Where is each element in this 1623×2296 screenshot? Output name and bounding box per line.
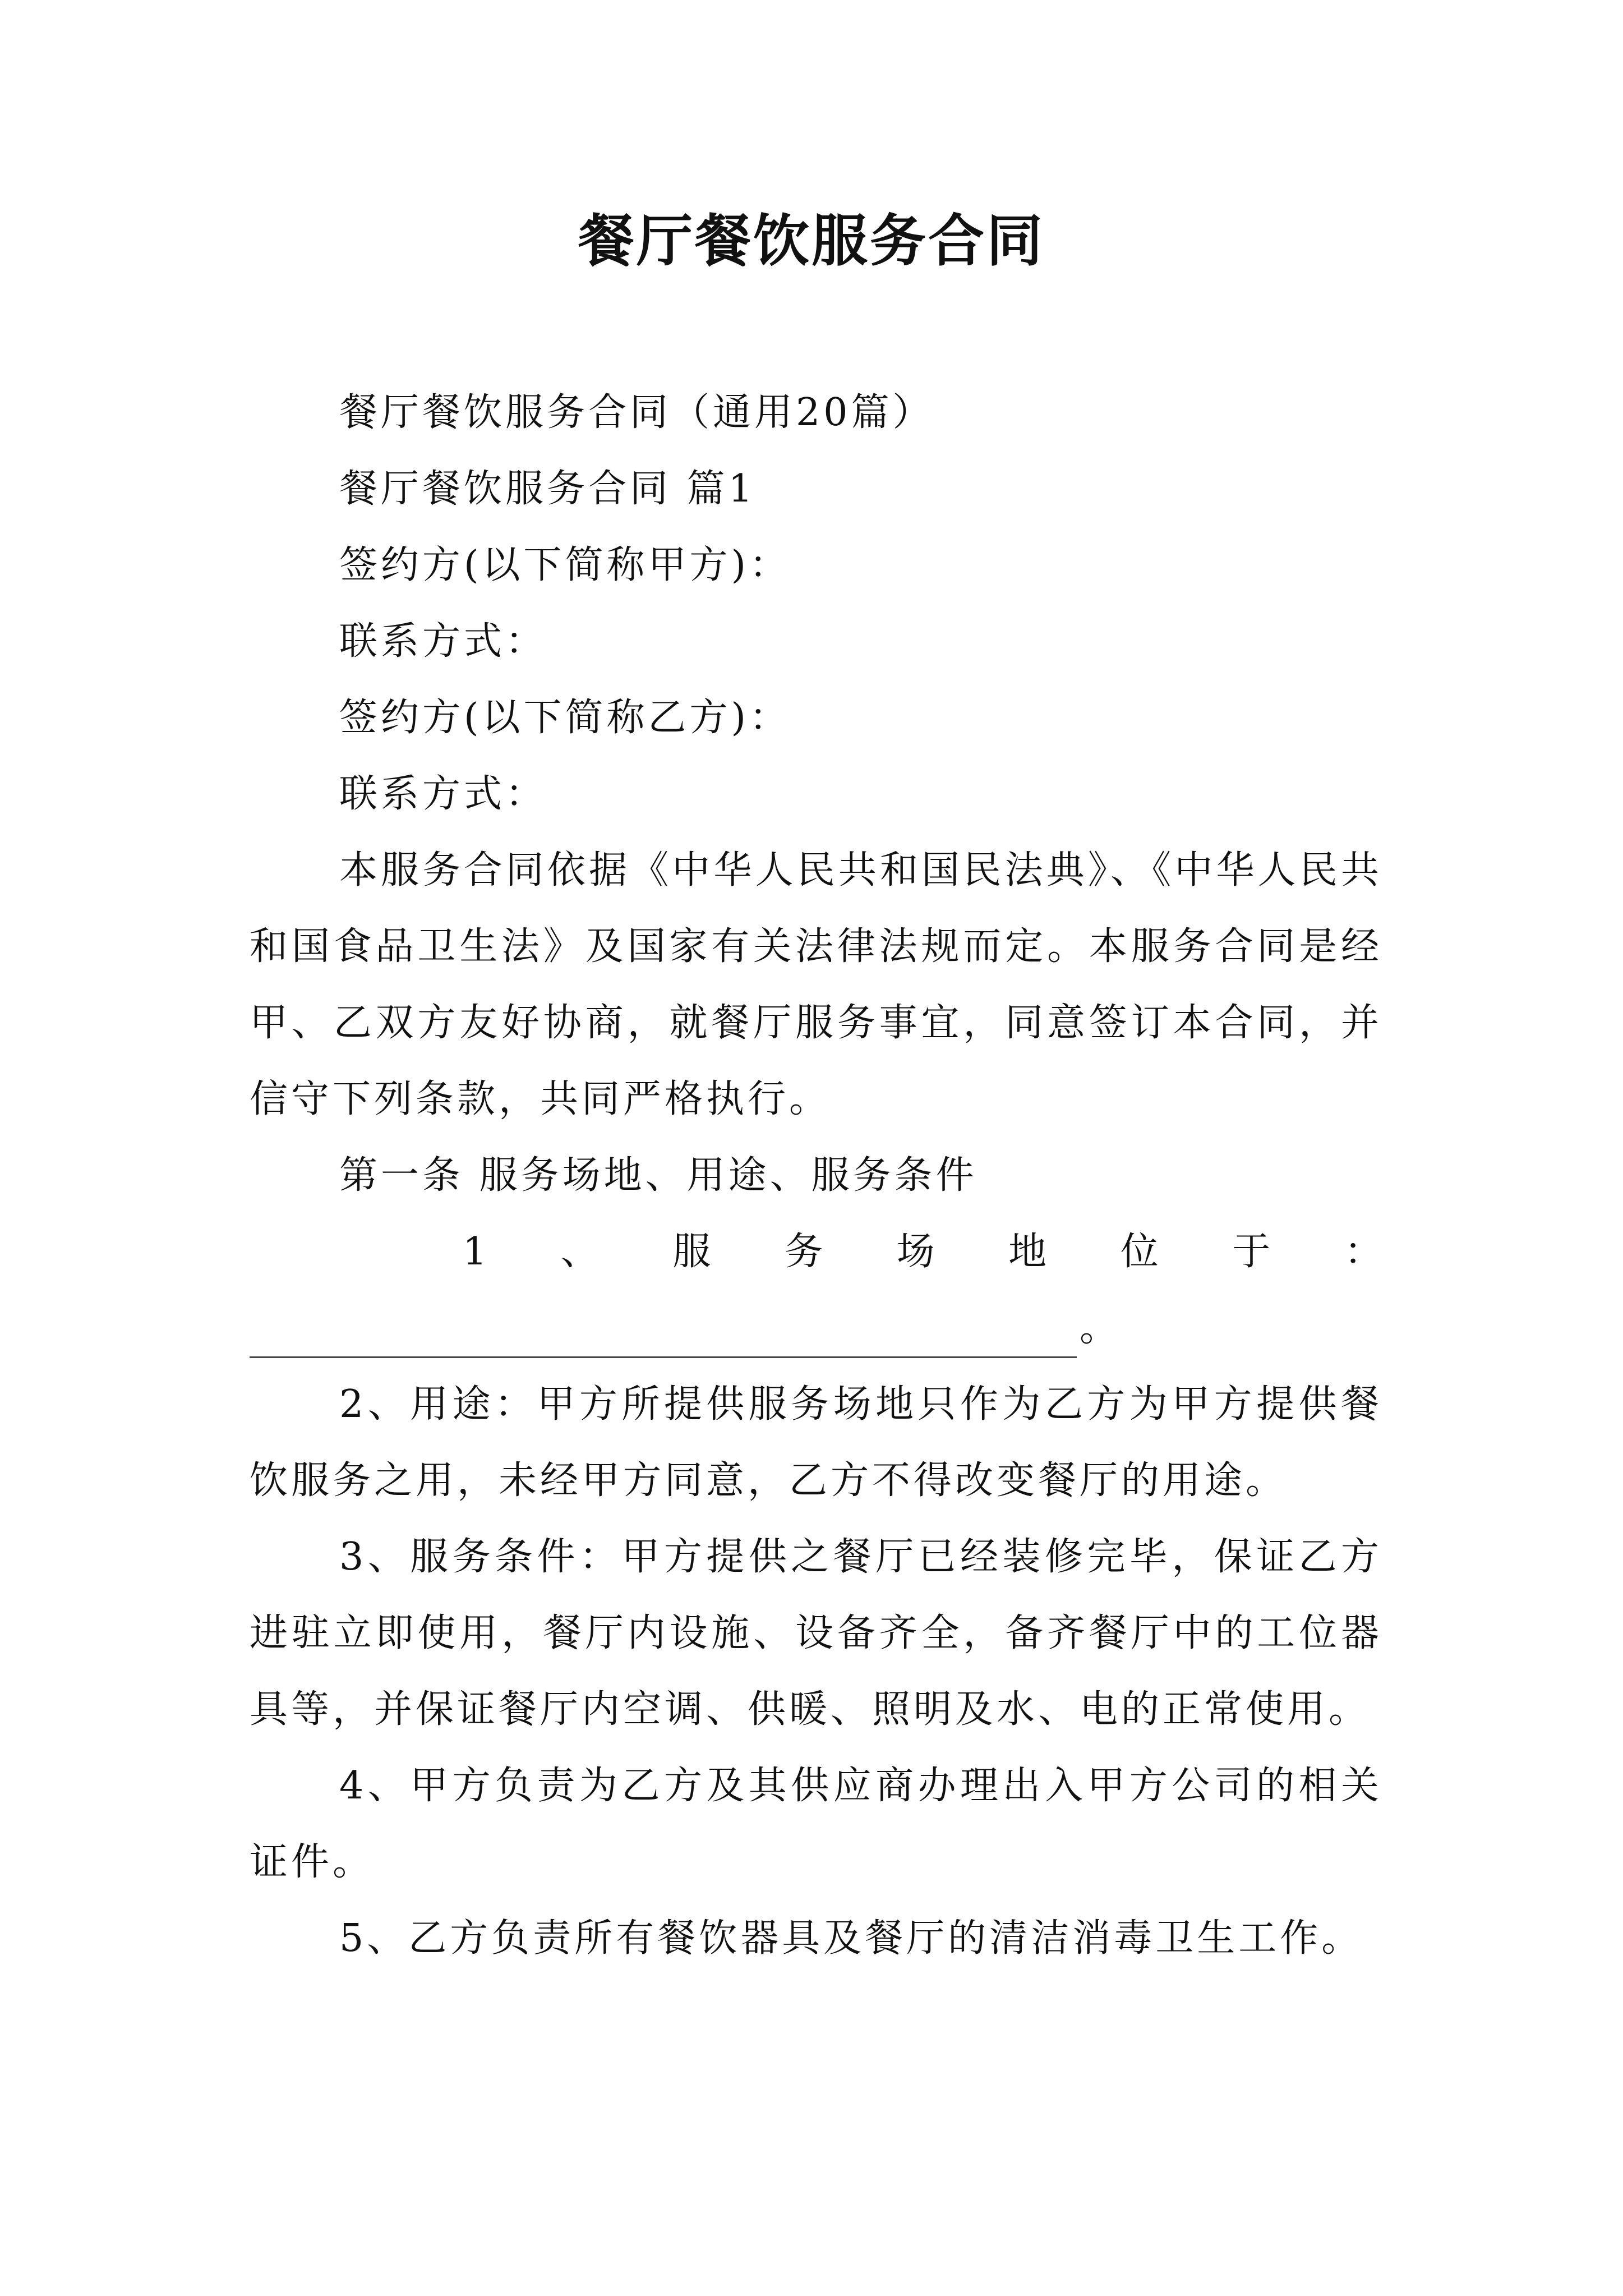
fill-in-blank-line xyxy=(250,1290,1382,1366)
item-1-char: 位 xyxy=(1120,1230,1159,1274)
paragraph-section-heading: 餐厅餐饮服务合同 篇1 xyxy=(339,467,756,511)
item-1-char: 1 xyxy=(463,1230,487,1274)
document-body xyxy=(250,375,1382,1977)
blank-end-punctuation: 。 xyxy=(1080,1306,1118,1350)
paragraph-contact-b: 联系方式： xyxy=(339,772,547,816)
item-1-char: ： xyxy=(1344,1230,1382,1274)
document-title: 餐厅餐饮服务合同 xyxy=(578,208,1045,274)
item-1-char: 于 xyxy=(1232,1230,1271,1274)
paragraph-party-a: 签约方(以下简称甲方)： xyxy=(339,543,791,587)
paragraph-clause-1-item-4: 4、甲方负责为乙方及其供应商办理出入甲方公司的相关证件。 xyxy=(250,1764,1382,1884)
paragraph-clause-1-item-3: 3、服务条件：甲方提供之餐厅已经装修完毕，保证乙方进驻立即使用，餐厅内设施、设备齐全，备齐餐厅中的工位器具等，并保证餐厅内空调、供暖、照明及水、电的正常使用。 xyxy=(250,1535,1382,1732)
paragraph-preamble: 本服务合同依据《中华人民共和国民法典》、《中华人民共和国食品卫生法》及国家有关法律法规而定。本服务合同是经甲、乙双方友好协商，就餐厅服务事宜，同意签订本合同，并信守下列条款，共同严格执行。 xyxy=(250,848,1382,1121)
blank-underline xyxy=(250,1356,1077,1358)
item-1-char: 、 xyxy=(560,1230,599,1274)
item-1-char: 场 xyxy=(896,1230,935,1274)
paragraph-contact-a: 联系方式： xyxy=(339,619,547,664)
paragraph-subtitle: 餐厅餐饮服务合同（通用20篇） xyxy=(339,390,934,435)
paragraph-clause-1-item-2: 2、用途：甲方所提供服务场地只作为乙方为甲方提供餐饮服务之用，未经甲方同意，乙方不得改变餐厅的用途。 xyxy=(250,1382,1382,1503)
item-1-char: 务 xyxy=(784,1230,823,1274)
paragraph-clause-1-item-5: 5、乙方负责所有餐饮器具及餐厅的清洁消毒卫生工作。 xyxy=(339,1916,1363,1961)
item-1-char: 地 xyxy=(1008,1230,1047,1274)
item-1-char: 服 xyxy=(672,1230,711,1274)
paragraph-party-b: 签约方(以下简称乙方)： xyxy=(339,696,791,740)
paragraph-clause-1-heading: 第一条 服务场地、用途、服务条件 xyxy=(339,1153,978,1198)
paragraph-clause-1-item-1 xyxy=(250,1214,1382,1290)
